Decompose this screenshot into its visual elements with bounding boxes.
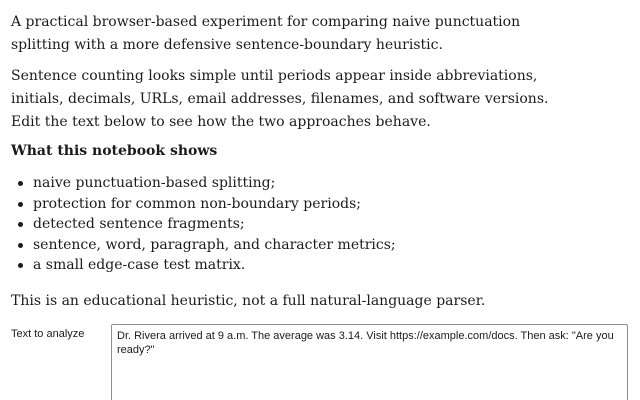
list-item-text: sentence, word, paragraph, and character metrics; <box>33 236 396 253</box>
list-item-text: a small edge-case test matrix. <box>33 257 246 274</box>
list-item <box>11 214 396 235</box>
list-item <box>11 194 396 215</box>
bullet-icon <box>18 263 23 268</box>
list-item <box>11 173 396 194</box>
intro-paragraph: A practical browser-based experiment for comparing naive punctuation splitting with a more defensive sentence-boundary heuristic. <box>11 14 521 53</box>
list-item-text: detected sentence fragments; <box>33 216 245 233</box>
feature-list <box>11 173 396 276</box>
list-item-text: naive punctuation-based splitting; <box>33 175 276 191</box>
section-heading: What this notebook shows <box>11 143 218 159</box>
explanation-paragraph: Sentence counting looks simple until periods appear inside abbreviations, initials, decimals, URLs, email addresses, filenames, and software versions. Edit the text below to see how the two approaches behave. <box>11 68 549 130</box>
bullet-icon <box>18 222 23 227</box>
list-item-text: protection for common non-boundary periods; <box>33 195 361 212</box>
bullet-icon <box>18 181 23 186</box>
text-input-label: Text to analyze <box>11 328 85 340</box>
list-item <box>11 235 396 256</box>
bullet-icon <box>18 202 23 207</box>
bullet-icon <box>18 243 23 248</box>
text-to-analyze-input[interactable] <box>111 324 628 400</box>
disclaimer-paragraph: This is an educational heuristic, not a full natural-language parser. <box>11 293 486 309</box>
list-item <box>11 255 396 276</box>
